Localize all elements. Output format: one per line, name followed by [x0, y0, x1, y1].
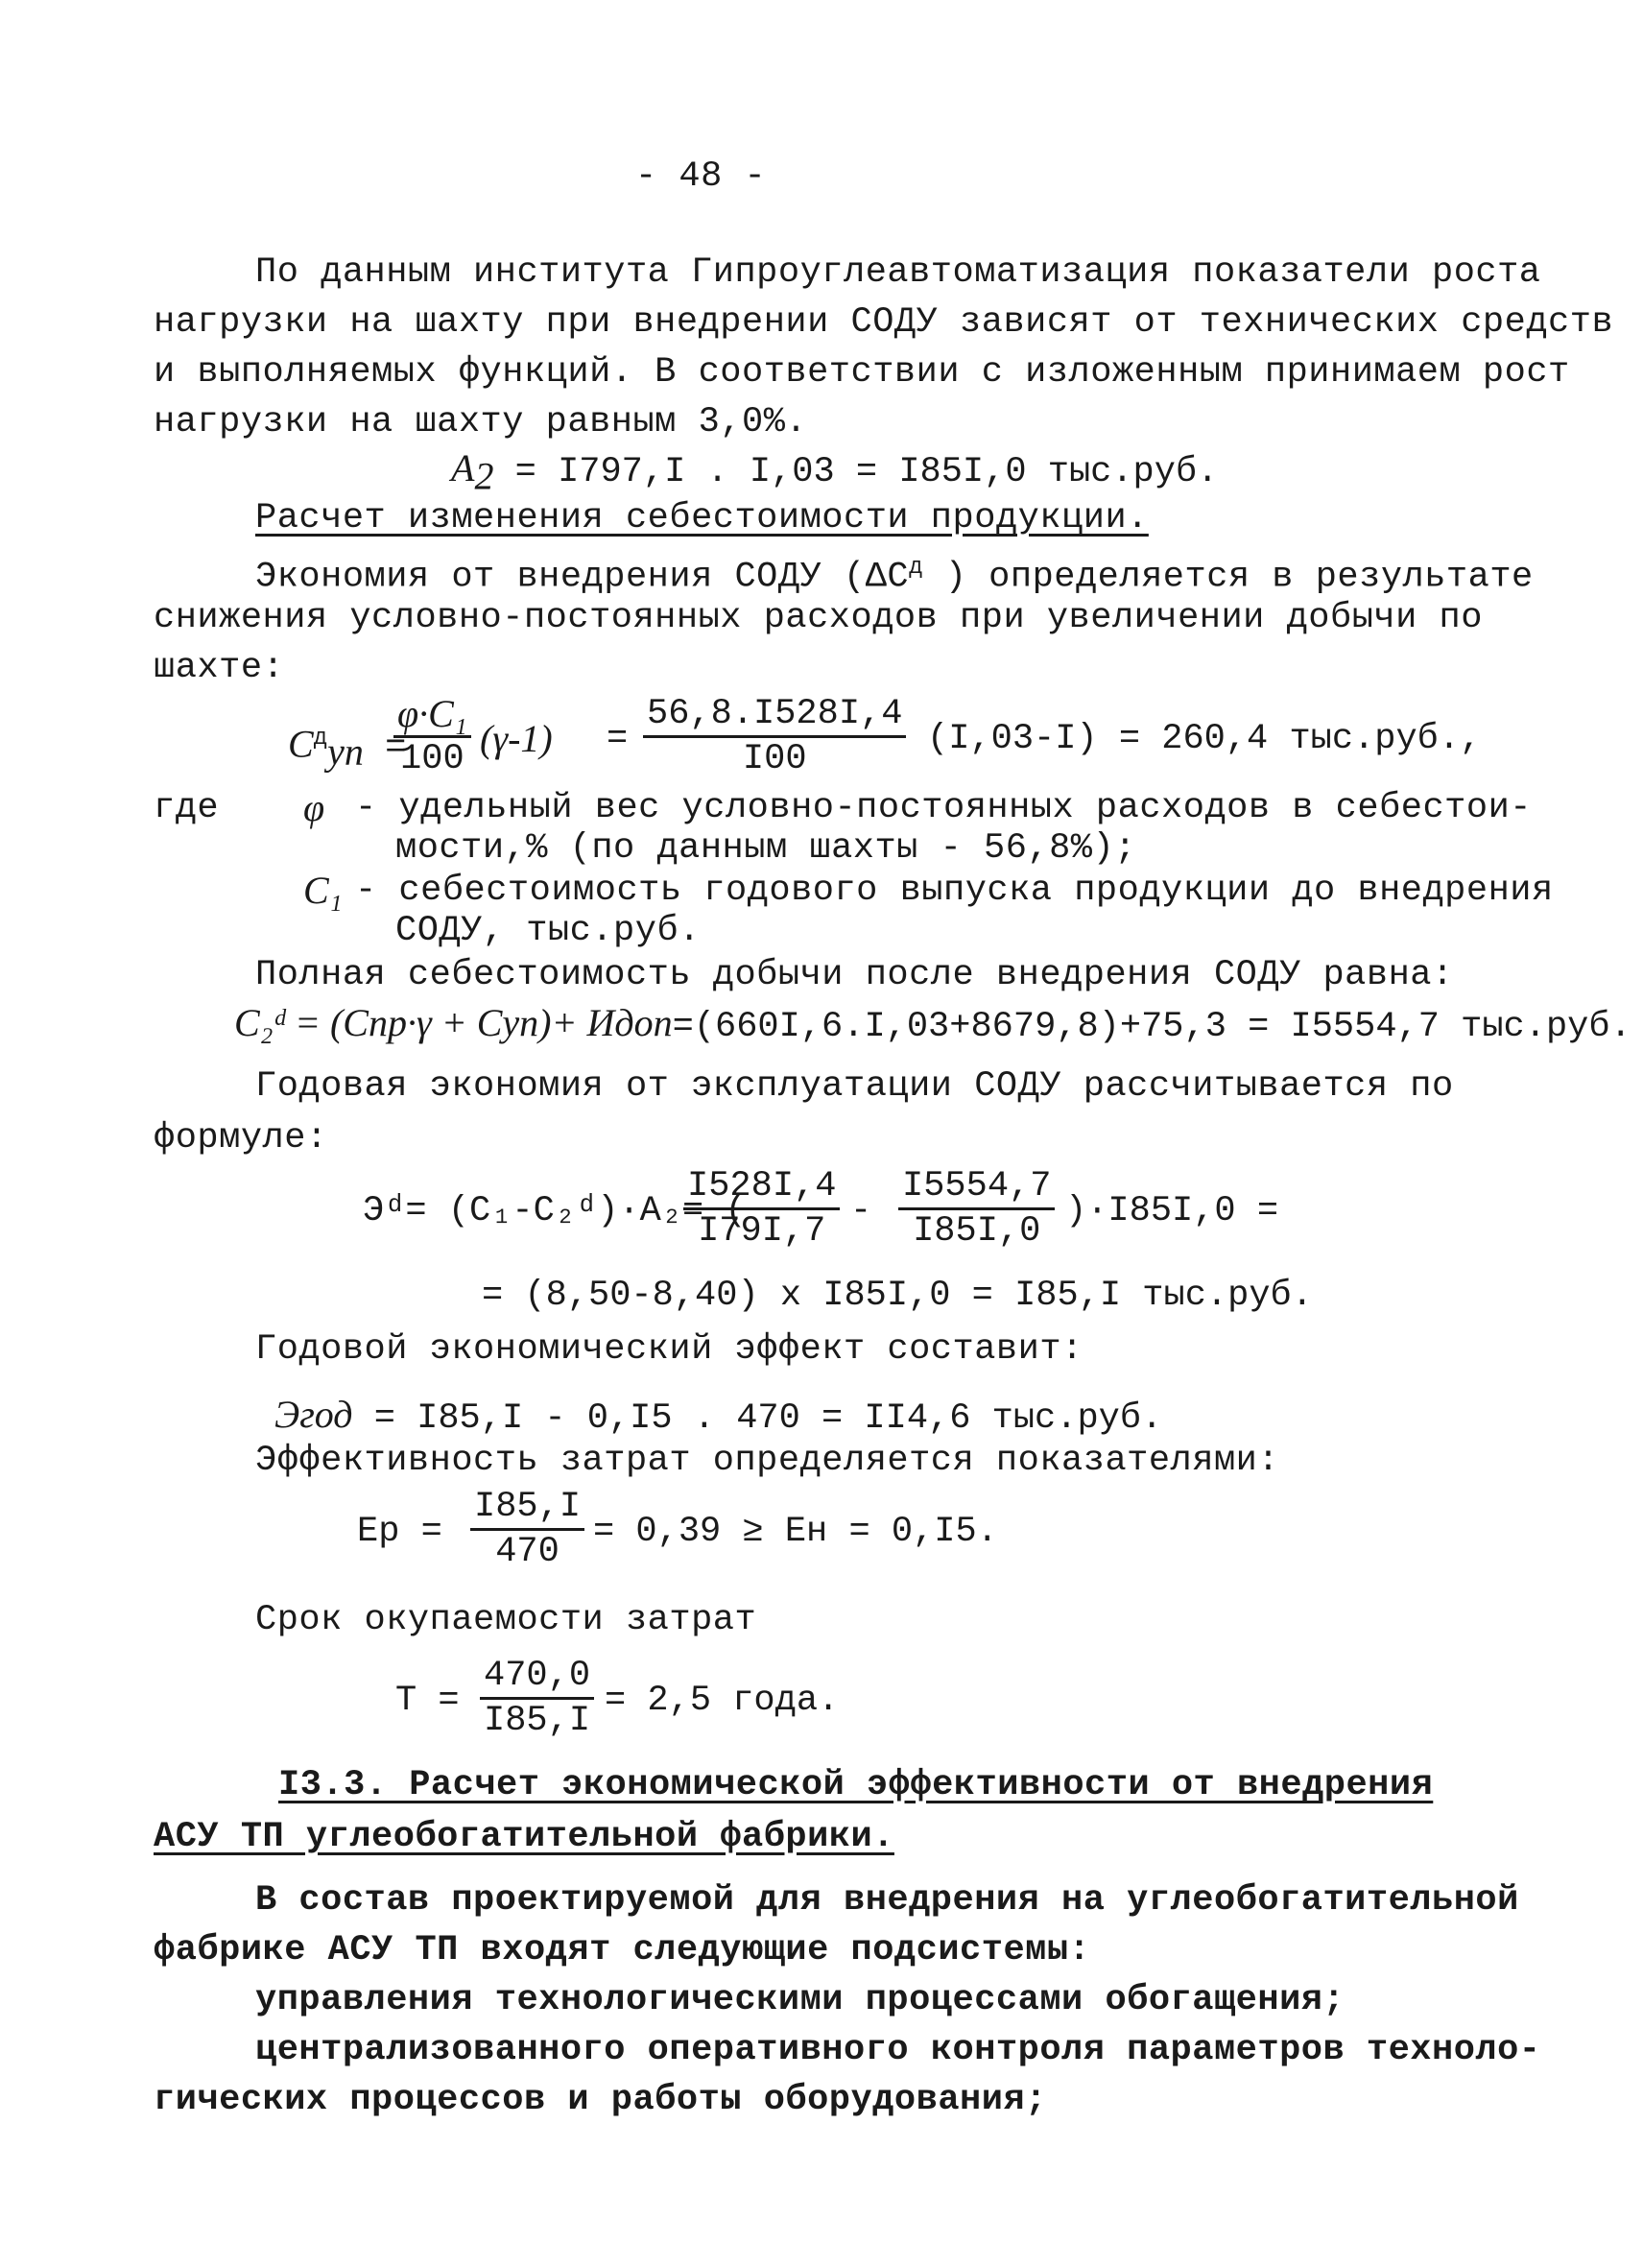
- equation-egod: Эгод = I85,I - 0,I5 . 470 = II4,6 тыс.руб.: [274, 1393, 1163, 1439]
- paragraph-line: централизованного оперативного контроля параметров техноло-: [255, 2030, 1541, 2070]
- paragraph-line: снижения условно-постоянных расходов при увеличении добычи по: [154, 598, 1483, 638]
- equation-ep-lhs: Eр =: [357, 1512, 442, 1552]
- page-number: - 48 -: [635, 156, 767, 197]
- equation-e-line2: = (8,50-8,40) x I85I,0 = I85,I тыс.руб.: [482, 1276, 1313, 1316]
- equation-a2: $A_2 = I797,I$ . I,03 = I85I,0 тыс.руб.: [451, 446, 1219, 498]
- equation-cup-factor: (γ-1): [480, 717, 553, 760]
- phi-symbol: φ: [303, 786, 325, 829]
- paragraph-line: шахте:: [154, 648, 285, 688]
- paragraph-line: нагрузки на шахту равным 3,0%.: [154, 402, 808, 442]
- where-item-text: мости,% (по данным шахты - 56,8%);: [395, 828, 1136, 869]
- fraction-ep: $\frac{I85,I}{470}$: [470, 1486, 584, 1573]
- paragraph-line: гических процессов и работы оборудования;: [154, 2080, 1047, 2120]
- paragraph-line: В состав проектируемой для внедрения на углеобогатительной: [255, 1880, 1519, 1921]
- paragraph-line: фабрике АСУ ТП входят следующие подсистемы:: [154, 1930, 1091, 1970]
- equation-e-minus: -: [850, 1191, 872, 1231]
- equation-t-rhs: = 2,5 года.: [605, 1681, 840, 1721]
- paragraph-line: Годовая экономия от эксплуатации СОДУ рассчитывается по: [255, 1066, 1454, 1107]
- paragraph-line: формуле:: [154, 1118, 328, 1158]
- where-label: где: [154, 788, 220, 828]
- equation-e-lhs: Эᵈ= (C₁-C₂ᵈ)·A₂= (: [363, 1191, 747, 1231]
- where-item-text: - себестоимость годового выпуска продукции до внедрения: [355, 871, 1554, 911]
- equation-e-tail: )·I85I,0 =: [1065, 1191, 1279, 1231]
- fraction-cup-values: $\frac{56,8.I528I,4}{I00}$: [643, 693, 906, 780]
- paragraph-line: Срок окупаемости затрат: [255, 1600, 757, 1640]
- paragraph-line: Полная себестоимость добычи после внедрения СОДУ равна:: [255, 955, 1454, 995]
- fraction-e-2: $\frac{I5554,7}{I85I,0}$: [898, 1165, 1055, 1253]
- where-item-text: СОДУ, тыс.руб.: [395, 911, 701, 951]
- equation-c2: C₂ᵈ = (Cпр·γ + Cуп)+ Идоп=(660I,6.I,03+8679,8)+75,3 = I5554,7 тыс.руб.: [234, 1001, 1631, 1047]
- paragraph-line: Экономия от внедрения СОДУ ($\Delta C^д$ ) определяется в результате: [255, 555, 1534, 598]
- c1-symbol: C₁: [303, 869, 343, 912]
- fraction-e-1: $\frac{I528I,4}{I79I,7}$: [683, 1165, 840, 1253]
- section-heading-13-3: I3.3. Расчет экономической эффективности от внедрения: [278, 1765, 1434, 1805]
- paragraph-line: По данным института Гипроуглеавтоматизация показатели роста: [255, 252, 1541, 293]
- section-heading: Расчет изменения себестоимости продукции.: [255, 498, 1149, 538]
- fraction-phi-c1: $\frac{\text{φ·C₁}}{100}$: [393, 693, 471, 780]
- where-item-text: - удельный вес условно-постоянных расходов в себестои-: [355, 788, 1532, 828]
- paragraph-line: Годовой экономический эффект составит:: [255, 1329, 1083, 1370]
- equation-ep-rhs: = 0,39 ≥ Eн = 0,I5.: [593, 1512, 998, 1552]
- paragraph-line: нагрузки на шахту при внедрении СОДУ зависят от технических средств: [154, 302, 1614, 343]
- fraction-t: $\frac{470,0}{I85,I}$: [480, 1655, 594, 1742]
- equation-cup-rest: (I,03-I) = 260,4 тыс.руб.,: [927, 719, 1482, 759]
- section-heading-13-3: АСУ ТП углеобогатительной фабрики.: [154, 1817, 894, 1857]
- paragraph-line: управления технологическими процессами обогащения;: [255, 1980, 1345, 2020]
- paragraph-line: и выполняемых функций. В соответствии с изложенным принимаем рост: [154, 352, 1570, 393]
- paragraph-line: Эффективность затрат определяется показателями:: [255, 1441, 1280, 1481]
- equation-cup-lhs: $C^д_{уп}$ =: [288, 722, 407, 774]
- equation-cup-eq: =: [607, 719, 629, 759]
- equation-t-lhs: T =: [395, 1681, 460, 1721]
